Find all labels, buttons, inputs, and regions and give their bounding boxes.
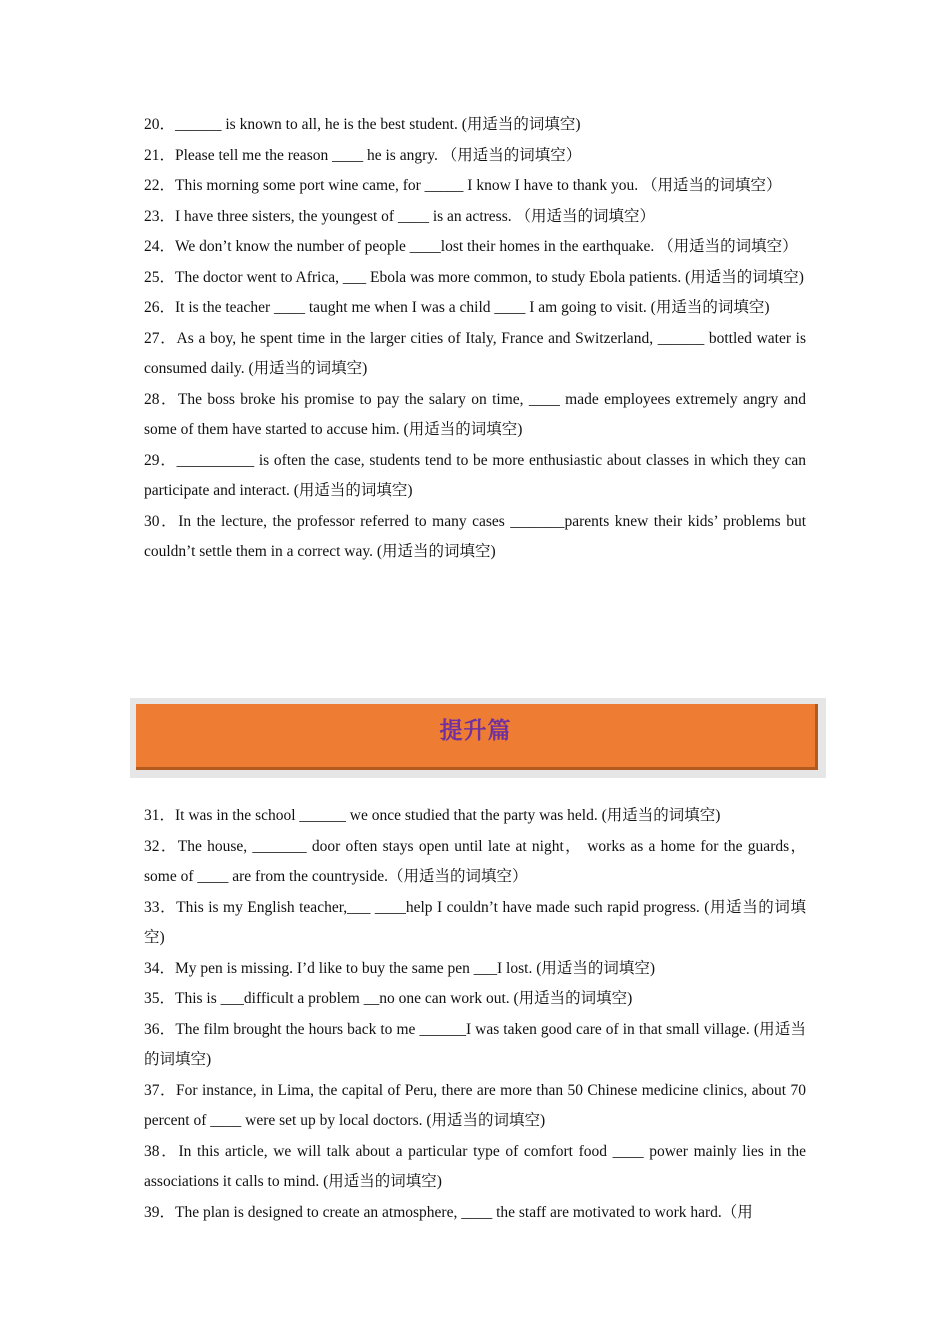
question-31: 31．It was in the school ______ we once studied that the party was held. (用适当的词填空) [144,807,721,824]
exercise-section-advanced [144,801,806,1228]
question-28: 28．The boss broke his promise to pay the salary on time, ____ made employees extremely angry and some of them have started to accuse him. (用适当的词填空) [144,390,806,438]
exercise-section-basic [144,110,806,568]
question-24: 24．We don’t know the number of people ____lost their homes in the earthquake. （用适当的词填空） [144,238,798,255]
question-29: 29．__________ is often the case, students tend to be more enthusiastic about classes in which they can participate and interact. (用适当的词填空) [144,451,806,499]
question-27: 27．As a boy, he spent time in the larger cities of Italy, France and Switzerland, ______ bottled water is consumed daily. (用适当的词填空) [144,329,806,377]
question-20: 20．______ is known to all, he is the best student. (用适当的词填空) [144,116,581,133]
banner-box [136,704,818,770]
question-23: 23．I have three sisters, the youngest of ____ is an actress. （用适当的词填空） [144,207,655,225]
question-34: 34．My pen is missing. I’d like to buy the same pen ___I lost. (用适当的词填空) [144,959,656,977]
question-36: 36．The film brought the hours back to me ______I was taken good care of in that small village. (用适当的词填空) [144,1020,806,1068]
question-26: 26．It is the teacher ____ taught me when I was a child ____ I am going to visit. (用适当的词填空) [144,299,770,316]
question-38: 38．In this article, we will talk about a particular type of comfort food ____ power mainly lies in the associations it calls to mind. (用适当的词填空) [144,1142,806,1190]
question-22: 22．This morning some port wine came, for _____ I know I have to thank you. （用适当的词填空） [144,177,782,194]
question-32: 32．The house, _______ door often stays open until late at night， works as a home for the guards，some of ____ are from the countryside.（用适当的词填空） [144,837,806,885]
question-21: 21．Please tell me the reason ____ he is angry. （用适当的词填空） [144,146,582,164]
question-33: 33．This is my English teacher,___ ____help I couldn’t have made such rapid progress. (用适当的词填空) [144,898,806,946]
question-30: 30．In the lecture, the professor referred to many cases _______parents knew their kids’ problems but couldn’t settle them in a correct way. (用适当的词填空) [144,512,806,560]
question-35: 35．This is ___difficult a problem __no one can work out. (用适当的词填空) [144,990,633,1007]
section-title: 提升篇 [439,718,512,744]
question-25: 25．The doctor went to Africa, ___ Ebola was more common, to study Ebola patients. (用适当的词填空) [144,268,804,286]
question-39: 39．The plan is designed to create an atmosphere, ____ the staff are motivated to work hard.（用 [144,1203,753,1221]
question-37: 37．For instance, in Lima, the capital of Peru, there are more than 50 Chinese medicine clinics, about 70 percent of ____ were set up by local doctors. (用适当的词填空) [144,1081,806,1129]
section-banner [130,698,826,778]
